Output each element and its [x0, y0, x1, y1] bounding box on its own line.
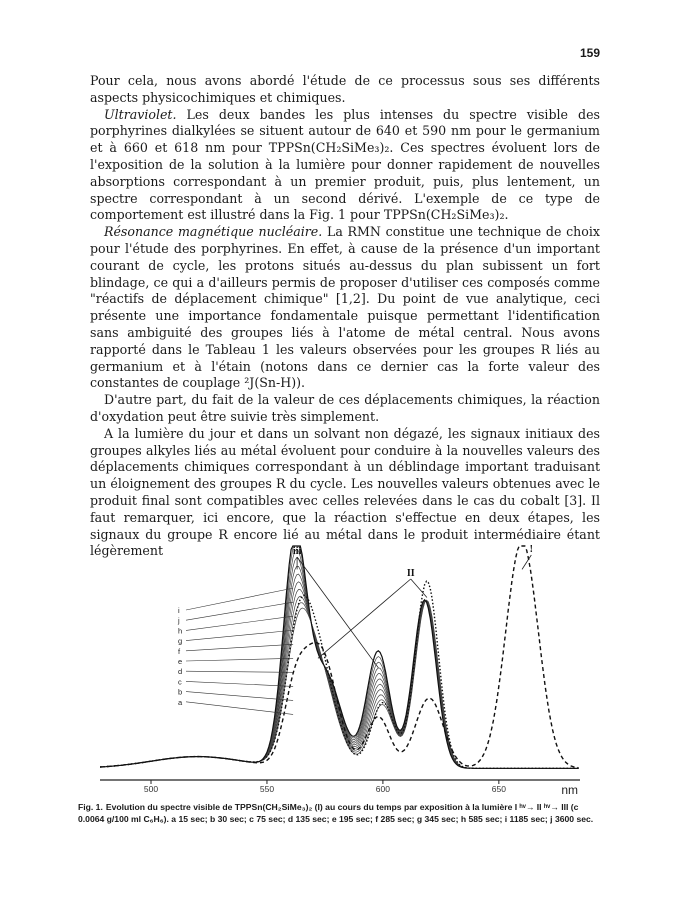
curve-label: g: [178, 636, 183, 646]
group-label: iii: [292, 546, 302, 557]
leader-line: [186, 616, 293, 630]
series-line: [100, 566, 579, 768]
paragraph-text: La RMN constitue une technique de choix pour l'étude des porphyrines. En effet, à cause de la présence d'un important courant de cycle, les protons situés au-dessus du plan subissent un fort blindage, ce qui a d'ailleurs permis de proposer d'utiliser ces composés comme "réactifs de déplacement chimique" [1,2]. Du point de vue analytique, ceci présente une importance fondamentale puisque permettant l'identification sans ambiguité des groupes liés à l'atome de métal central. Nous avons rapporté dans le Tableau 1 les valeurs observées pour les groupes R liés au germanium et à l'étain (notons dans ce dernier cas la forte valeur des constantes de couplage ²J(Sn-H)).: [90, 224, 600, 391]
caption-text: Evolution du spectre visible de TPPSn(CH₂SiMe₃)₂ (I) au cours du temps par exposition à la lumière I ʰᵛ→ II ʰᵛ→ III (c 0.0064 g/100 ml C₆H₆). a 15 sec; b 30 sec; c 75 sec; d 135 sec; e 195 sec; f 285 sec; g 345 sec; h 585 sec; i 1185 sec; j 3600 sec.: [78, 802, 594, 824]
curve-label: a: [178, 697, 183, 707]
caption-label: Fig. 1.: [78, 802, 103, 812]
x-tick-label: 650: [491, 784, 506, 794]
x-tick-label: 500: [143, 784, 159, 794]
section-lead: Ultraviolet.: [104, 106, 177, 122]
leader-line: [186, 602, 293, 620]
paragraph-text: D'autre part, du fait de la valeur de ces déplacements chimiques, la réaction d'oxydation peut être suivie très simplement.: [90, 392, 600, 424]
spectrum-chart: [80, 540, 600, 800]
leader-line: [186, 658, 293, 661]
curve-label: i: [178, 606, 180, 615]
series-line: [100, 546, 579, 768]
series-line: [100, 549, 579, 768]
series-line: [100, 574, 579, 768]
curve-label: b: [178, 687, 183, 697]
curve-label: j: [178, 616, 180, 626]
x-tick-label: 550: [259, 784, 275, 794]
group-leader-line: [411, 579, 427, 597]
paragraph-text: A la lumière du jour et dans un solvant non dégazé, les signaux initiaux des groupes alkyles liés au métal évoluent pour conduire à la nouvelles valeurs des déplacements chimiques correspondant à un déblindage important traduisant un éloignement des groupes R du cycle. Les nouvelles valeurs obtenues avec le produit final sont compatibles avec celles relevées dans le cas du cobalt [3]. Il faut remarquer, ici encore, que la réaction s'effectue en deux étapes, les signaux du groupe R encore lié au métal dans le produit intermédiaire étant légèrement: [90, 425, 600, 559]
paragraph-ultraviolet: [90, 107, 600, 225]
curve-label: f: [178, 646, 181, 656]
leader-line: [186, 630, 293, 640]
leader-line: [186, 681, 293, 686]
figure-spectrum: [80, 540, 600, 800]
page-number: 159: [579, 46, 600, 60]
group-label: !: [529, 544, 533, 555]
paragraph-text: Les deux bandes les plus intenses du spectre visible des porphyrines dialkylées se situent autour de 640 et 590 nm pour le germanium et à 660 et 618 nm pour TPPSn(CH₂SiMe₃)₂. Ces spectres évoluent lors de l'exposition de la solution à la lumière pour donner rapidement de nouvelles absorptions correspondant à un premier produit, puis, plus lentement, un spectre correspondant à un second dérivé. L'exemple de ce type de comportement est illustré dans la Fig. 1 pour TPPSn(CH₂SiMe₃)₂.: [90, 106, 600, 223]
series-line: [100, 582, 579, 769]
leader-line: [186, 644, 293, 651]
x-axis-label: nm: [561, 783, 578, 797]
series-line: [100, 558, 579, 769]
paragraph-rmn: [90, 224, 600, 392]
series-line: [100, 546, 579, 768]
figure-caption: [78, 802, 598, 825]
curve-label: c: [178, 677, 182, 687]
x-tick-label: 600: [375, 784, 390, 794]
curve-label: h: [178, 626, 183, 636]
group-leader-line: [318, 579, 411, 658]
leader-line: [186, 671, 293, 672]
curve-label: d: [178, 667, 183, 677]
paragraph-text: Pour cela, nous avons abordé l'étude de ce processus sous ses différents aspects physicochimiques et chimiques.: [90, 73, 600, 105]
series-line: [100, 546, 579, 768]
series-line: [100, 581, 579, 768]
paragraph-intro: [90, 73, 600, 107]
leader-line: [186, 588, 293, 610]
section-lead: Résonance magnétique nucléaire.: [104, 224, 323, 240]
curve-label: e: [178, 657, 183, 666]
paragraph-oxidation: [90, 392, 600, 426]
group-label: II: [406, 568, 415, 579]
body-text: [90, 73, 600, 560]
group-leader-line: [522, 555, 531, 569]
series-line: [100, 596, 579, 768]
